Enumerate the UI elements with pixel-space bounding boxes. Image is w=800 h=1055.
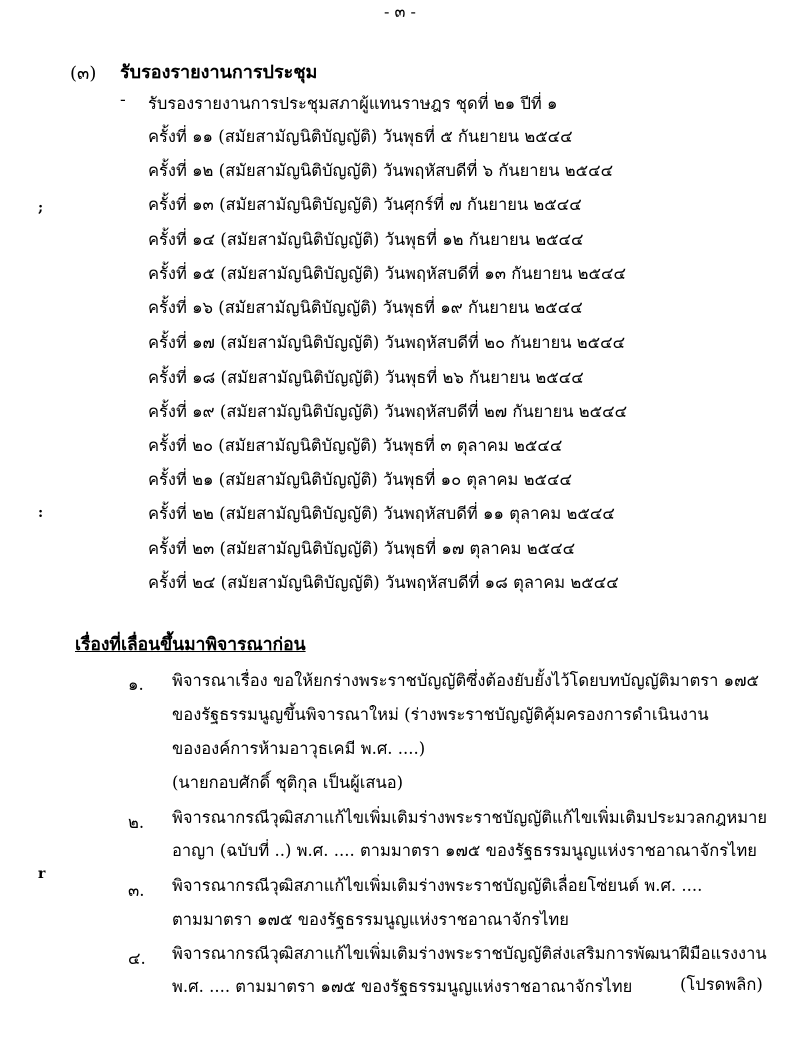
section-title: รับรองรายงานการประชุม: [120, 62, 318, 83]
agenda-item-line: ตามมาตรา ๑๗๕ ของรัฐธรรมนูญแห่งราชอาณาจักรไทย: [172, 910, 569, 929]
continue-note: (โปรดพลิก): [680, 975, 763, 994]
agenda-item-line: พิจารณาเรื่อง ขอให้ยกร่างพระราชบัญญัติซึ่งต้องยับยั้งไว้โดยบทบัญญัติมาตรา ๑๗๕: [172, 671, 760, 690]
agenda-item-number: ๓.: [128, 881, 145, 900]
agenda-item-line: ของรัฐธรรมนูญขึ้นพิจารณาใหม่ (ร่างพระราชบัญญัติคุ้มครองการดำเนินงาน: [172, 705, 709, 724]
scan-mark: :: [38, 505, 44, 521]
scan-mark: r: [38, 866, 46, 882]
agenda-item-line: พิจารณากรณีวุฒิสภาแก้ไขเพิ่มเติมร่างพระราชบัญญัติส่งเสริมการพัฒนาฝีมือแรงงาน: [172, 944, 767, 963]
meeting-line: ครั้งที่ ๑๕ (สมัยสามัญนิติบัญญัติ) วันพฤหัสบดีที่ ๑๓ กันยายน ๒๕๔๔: [148, 264, 626, 283]
agenda-heading: เรื่องที่เลื่อนขึ้นมาพิจารณาก่อน: [75, 635, 306, 655]
meeting-line: ครั้งที่ ๒๒ (สมัยสามัญนิติบัญญัติ) วันพฤหัสบดีที่ ๑๑ ตุลาคม ๒๕๔๔: [148, 504, 615, 523]
meeting-line: ครั้งที่ ๑๗ (สมัยสามัญนิติบัญญัติ) วันพฤหัสบดีที่ ๒๐ กันยายน ๒๕๔๔: [148, 333, 626, 352]
agenda-item-line: อาญา (ฉบับที่ ..) พ.ศ. .... ตามมาตรา ๑๗๕ ของรัฐธรรมนูญแห่งราชอาณาจักรไทย: [172, 841, 757, 860]
scan-mark: ;: [38, 200, 44, 216]
agenda-item-line: พ.ศ. .... ตามมาตรา ๑๗๕ ของรัฐธรรมนูญแห่งราชอาณาจักรไทย: [172, 977, 633, 996]
meeting-line: ครั้งที่ ๒๑ (สมัยสามัญนิติบัญญัติ) วันพุธที่ ๑๐ ตุลาคม ๒๕๔๔: [148, 470, 572, 489]
agenda-item-line: (นายกอบศักดิ์ ชุติกุล เป็นผู้เสนอ): [172, 773, 404, 792]
meeting-line: ครั้งที่ ๑๙ (สมัยสามัญนิติบัญญัติ) วันพฤหัสบดีที่ ๒๗ กันยายน ๒๕๔๔: [148, 402, 628, 421]
section-intro: รับรองรายงานการประชุมสภาผู้แทนราษฎร ชุดที่ ๒๑ ปีที่ ๑: [148, 94, 558, 113]
meeting-line: ครั้งที่ ๑๑ (สมัยสามัญนิติบัญญัติ) วันพุธที่ ๕ กันยายน ๒๕๔๔: [148, 127, 573, 146]
meeting-line: ครั้งที่ ๑๔ (สมัยสามัญนิติบัญญัติ) วันพุธที่ ๑๒ กันยายน ๒๕๔๔: [148, 230, 584, 249]
meeting-line: ครั้งที่ ๒๓ (สมัยสามัญนิติบัญญัติ) วันพุธที่ ๑๗ ตุลาคม ๒๕๔๔: [148, 539, 576, 558]
meeting-line: ครั้งที่ ๑๒ (สมัยสามัญนิติบัญญัติ) วันพฤหัสบดีที่ ๖ กันยายน ๒๕๔๔: [148, 161, 614, 180]
agenda-item-number: ๒.: [128, 813, 145, 832]
agenda-item-line: พิจารณากรณีวุฒิสภาแก้ไขเพิ่มเติมร่างพระราชบัญญัติแก้ไขเพิ่มเติมประมวลกฎหมาย: [172, 808, 768, 827]
meeting-line: ครั้งที่ ๒๐ (สมัยสามัญนิติบัญญัติ) วันพุธที่ ๓ ตุลาคม ๒๕๔๔: [148, 436, 563, 455]
agenda-item-line: พิจารณากรณีวุฒิสภาแก้ไขเพิ่มเติมร่างพระราชบัญญัติเลื่อยโซ่ยนต์ พ.ศ. ....: [172, 876, 703, 895]
meeting-line: ครั้งที่ ๒๔ (สมัยสามัญนิติบัญญัติ) วันพฤหัสบดีที่ ๑๘ ตุลาคม ๒๕๔๔: [148, 573, 619, 592]
section-number: (๓): [70, 63, 97, 84]
page-number: - ๓ -: [384, 2, 416, 21]
agenda-item-line: ขององค์การห้ามอาวุธเคมี พ.ศ. ....): [172, 739, 426, 758]
agenda-item-number: ๔.: [128, 949, 146, 968]
meeting-line: ครั้งที่ ๑๓ (สมัยสามัญนิติบัญญัติ) วันศุกร์ที่ ๗ กันยายน ๒๕๔๔: [148, 195, 582, 214]
section-bullet: -: [120, 90, 126, 110]
agenda-item-number: ๑.: [128, 675, 144, 694]
meeting-line: ครั้งที่ ๑๘ (สมัยสามัญนิติบัญญัติ) วันพุธที่ ๒๖ กันยายน ๒๕๔๔: [148, 368, 584, 387]
meeting-line: ครั้งที่ ๑๖ (สมัยสามัญนิติบัญญัติ) วันพุธที่ ๑๙ กันยายน ๒๕๔๔: [148, 298, 583, 317]
